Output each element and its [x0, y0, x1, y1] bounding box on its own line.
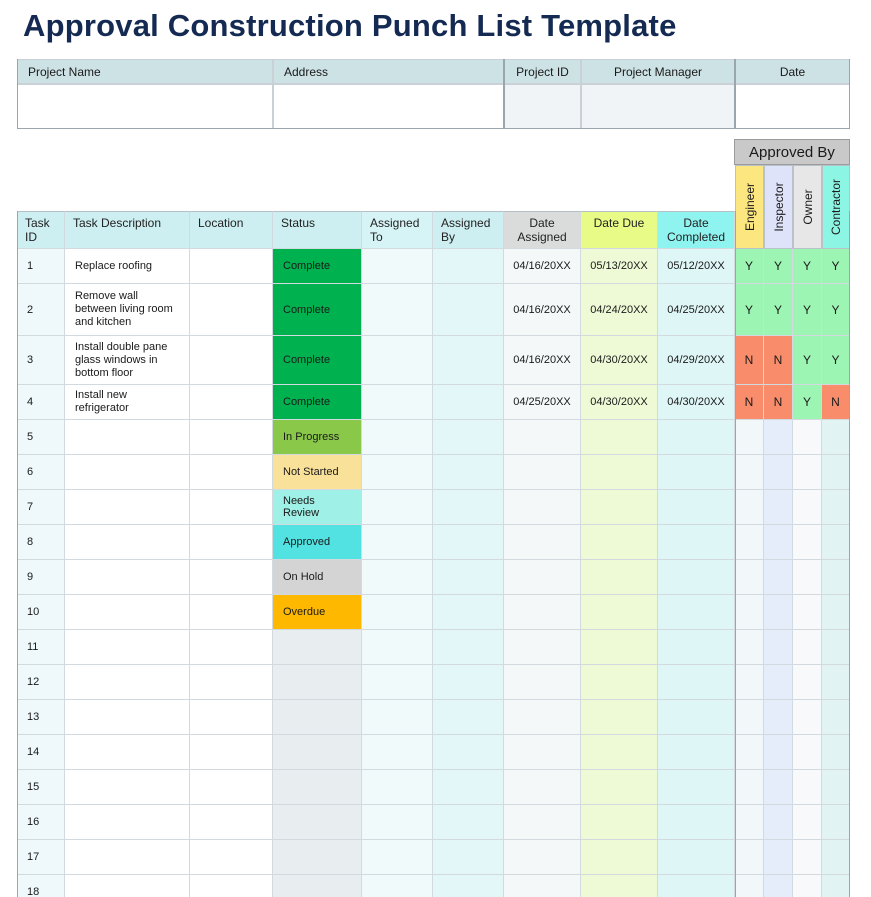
approval-engineer[interactable] [735, 735, 764, 770]
cell-id[interactable]: 17 [17, 840, 65, 875]
approval-owner[interactable] [793, 875, 822, 897]
cell-by[interactable] [433, 525, 504, 560]
cell-id[interactable]: 18 [17, 875, 65, 897]
cell-to[interactable] [362, 875, 433, 897]
approval-contractor[interactable] [822, 560, 850, 595]
approval-owner[interactable] [793, 665, 822, 700]
approval-inspector[interactable]: N [764, 385, 793, 420]
approval-engineer[interactable]: N [735, 385, 764, 420]
cell-completed[interactable] [658, 455, 735, 490]
approval-engineer[interactable] [735, 805, 764, 840]
frame-left [17, 59, 504, 129]
cell-assigned[interactable] [504, 805, 581, 840]
cell-completed[interactable] [658, 875, 735, 897]
cell-status[interactable]: Complete [273, 385, 362, 420]
cell-due[interactable] [581, 665, 658, 700]
project-name-label: Project Name [17, 59, 273, 84]
cell-completed[interactable] [658, 420, 735, 455]
cell-due[interactable] [581, 735, 658, 770]
grid-approval-divider [735, 211, 736, 897]
column-header-completed: Date Completed [658, 211, 735, 249]
approval-inspector[interactable] [764, 665, 793, 700]
cell-completed[interactable] [658, 525, 735, 560]
cell-id[interactable]: 14 [17, 735, 65, 770]
cell-id[interactable]: 5 [17, 420, 65, 455]
column-header-by: Assigned By [433, 211, 504, 249]
approval-contractor[interactable] [822, 805, 850, 840]
approval-inspector[interactable]: N [764, 336, 793, 385]
cell-desc[interactable] [65, 455, 190, 490]
cell-loc[interactable] [190, 735, 273, 770]
approval-contractor[interactable] [822, 700, 850, 735]
cell-assigned[interactable]: 04/16/20XX [504, 336, 581, 385]
cell-due[interactable] [581, 525, 658, 560]
cell-by[interactable] [433, 336, 504, 385]
cell-completed[interactable] [658, 805, 735, 840]
cell-due[interactable] [581, 420, 658, 455]
approval-owner[interactable]: Y [793, 385, 822, 420]
cell-to[interactable] [362, 735, 433, 770]
approval-inspector[interactable] [764, 455, 793, 490]
approval-inspector[interactable] [764, 735, 793, 770]
cell-completed[interactable] [658, 595, 735, 630]
approval-inspector[interactable] [764, 770, 793, 805]
cell-id[interactable]: 9 [17, 560, 65, 595]
cell-to[interactable] [362, 490, 433, 525]
approval-engineer[interactable] [735, 630, 764, 665]
approval-owner[interactable] [793, 630, 822, 665]
cell-completed[interactable]: 04/30/20XX [658, 385, 735, 420]
cell-loc[interactable] [190, 560, 273, 595]
cell-by[interactable] [433, 770, 504, 805]
approval-owner[interactable] [793, 840, 822, 875]
cell-due[interactable]: 04/24/20XX [581, 284, 658, 336]
cell-status[interactable]: Overdue [273, 595, 362, 630]
cell-id[interactable]: 15 [17, 770, 65, 805]
approval-engineer[interactable] [735, 875, 764, 897]
approval-contractor[interactable] [822, 490, 850, 525]
cell-loc[interactable] [190, 525, 273, 560]
approval-inspector[interactable] [764, 840, 793, 875]
project-manager-label: Project Manager [581, 59, 735, 84]
cell-assigned[interactable] [504, 630, 581, 665]
cell-completed[interactable]: 04/29/20XX [658, 336, 735, 385]
approval-owner[interactable] [793, 560, 822, 595]
cell-to[interactable] [362, 840, 433, 875]
approval-engineer[interactable] [735, 665, 764, 700]
cell-desc[interactable] [65, 840, 190, 875]
cell-id[interactable]: 12 [17, 665, 65, 700]
cell-assigned[interactable] [504, 735, 581, 770]
cell-status[interactable]: On Hold [273, 560, 362, 595]
cell-to[interactable] [362, 385, 433, 420]
cell-to[interactable] [362, 455, 433, 490]
grid-right-border [849, 211, 850, 897]
cell-loc[interactable] [190, 770, 273, 805]
approval-engineer[interactable]: Y [735, 249, 764, 284]
cell-status[interactable]: Complete [273, 284, 362, 336]
cell-status[interactable]: Complete [273, 336, 362, 385]
approval-inspector[interactable] [764, 420, 793, 455]
date-label: Date [735, 59, 850, 84]
cell-due[interactable] [581, 770, 658, 805]
role-label: Contractor [829, 178, 843, 236]
approval-contractor[interactable] [822, 875, 850, 897]
cell-by[interactable] [433, 249, 504, 284]
cell-loc[interactable] [190, 875, 273, 897]
cell-by[interactable] [433, 875, 504, 897]
cell-assigned[interactable] [504, 560, 581, 595]
cell-due[interactable]: 04/30/20XX [581, 336, 658, 385]
cell-completed[interactable] [658, 665, 735, 700]
cell-status[interactable] [273, 875, 362, 897]
approval-owner[interactable] [793, 700, 822, 735]
cell-assigned[interactable] [504, 420, 581, 455]
frame-mid [504, 59, 735, 129]
cell-to[interactable] [362, 420, 433, 455]
cell-by[interactable] [433, 284, 504, 336]
cell-assigned[interactable] [504, 840, 581, 875]
cell-completed[interactable] [658, 490, 735, 525]
cell-by[interactable] [433, 455, 504, 490]
approval-engineer[interactable] [735, 770, 764, 805]
cell-to[interactable] [362, 249, 433, 284]
project-info-table [17, 59, 850, 129]
cell-completed[interactable] [658, 840, 735, 875]
cell-completed[interactable] [658, 735, 735, 770]
cell-by[interactable] [433, 420, 504, 455]
cell-status[interactable] [273, 665, 362, 700]
approval-engineer[interactable] [735, 840, 764, 875]
approval-inspector[interactable] [764, 630, 793, 665]
cell-status[interactable]: In Progress [273, 420, 362, 455]
cell-status[interactable] [273, 805, 362, 840]
approval-inspector[interactable]: Y [764, 284, 793, 336]
cell-status[interactable] [273, 630, 362, 665]
cell-loc[interactable] [190, 420, 273, 455]
cell-id[interactable]: 16 [17, 805, 65, 840]
cell-completed[interactable] [658, 560, 735, 595]
approval-contractor[interactable] [822, 630, 850, 665]
cell-to[interactable] [362, 665, 433, 700]
cell-completed[interactable]: 04/25/20XX [658, 284, 735, 336]
cell-to[interactable] [362, 525, 433, 560]
cell-desc[interactable] [65, 630, 190, 665]
cell-id[interactable]: 11 [17, 630, 65, 665]
approval-contractor[interactable]: Y [822, 249, 850, 284]
approval-owner[interactable] [793, 420, 822, 455]
cell-loc[interactable] [190, 490, 273, 525]
column-header-id: Task ID [17, 211, 65, 249]
project-id-label: Project ID [504, 59, 581, 84]
approval-owner[interactable] [793, 595, 822, 630]
approval-owner[interactable] [793, 770, 822, 805]
cell-assigned[interactable] [504, 700, 581, 735]
cell-assigned[interactable] [504, 875, 581, 897]
approval-engineer[interactable] [735, 455, 764, 490]
column-header-assigned: Date Assigned [504, 211, 581, 249]
approval-owner[interactable]: Y [793, 336, 822, 385]
approval-engineer[interactable] [735, 700, 764, 735]
frame-right [735, 59, 850, 129]
cell-desc[interactable] [65, 525, 190, 560]
approval-inspector[interactable] [764, 595, 793, 630]
cell-due[interactable] [581, 805, 658, 840]
approval-contractor[interactable]: Y [822, 284, 850, 336]
approval-contractor[interactable] [822, 665, 850, 700]
cell-due[interactable] [581, 490, 658, 525]
approval-contractor[interactable] [822, 595, 850, 630]
cell-desc[interactable]: Replace roofing [65, 249, 190, 284]
cell-due[interactable]: 05/13/20XX [581, 249, 658, 284]
cell-loc[interactable] [190, 700, 273, 735]
cell-desc[interactable] [65, 560, 190, 595]
role-label: Owner [800, 189, 815, 225]
cell-desc[interactable] [65, 665, 190, 700]
cell-completed[interactable] [658, 770, 735, 805]
role-label: Engineer [742, 182, 757, 232]
cell-loc[interactable] [190, 630, 273, 665]
cell-by[interactable] [433, 490, 504, 525]
approval-contractor[interactable] [822, 840, 850, 875]
cell-due[interactable] [581, 840, 658, 875]
cell-desc[interactable] [65, 875, 190, 897]
column-header-desc: Task Description [65, 211, 190, 249]
cell-by[interactable] [433, 805, 504, 840]
cell-id[interactable]: 3 [17, 336, 65, 385]
cell-to[interactable] [362, 284, 433, 336]
approval-engineer[interactable] [735, 490, 764, 525]
cell-due[interactable] [581, 560, 658, 595]
cell-desc[interactable]: Install double pane glass windows in bottom floor [65, 336, 190, 385]
column-header-due: Date Due [581, 211, 658, 249]
approval-inspector[interactable] [764, 560, 793, 595]
cell-to[interactable] [362, 805, 433, 840]
cell-id[interactable]: 7 [17, 490, 65, 525]
punch-list-table [17, 211, 850, 897]
cell-id[interactable]: 13 [17, 700, 65, 735]
cell-desc[interactable] [65, 735, 190, 770]
cell-assigned[interactable] [504, 770, 581, 805]
cell-by[interactable] [433, 665, 504, 700]
approval-contractor[interactable] [822, 455, 850, 490]
cell-due[interactable] [581, 875, 658, 897]
cell-to[interactable] [362, 336, 433, 385]
cell-loc[interactable] [190, 249, 273, 284]
cell-by[interactable] [433, 595, 504, 630]
cell-desc[interactable] [65, 770, 190, 805]
cell-id[interactable]: 1 [17, 249, 65, 284]
approval-engineer[interactable] [735, 560, 764, 595]
cell-desc[interactable] [65, 490, 190, 525]
cell-id[interactable]: 6 [17, 455, 65, 490]
cell-to[interactable] [362, 630, 433, 665]
cell-by[interactable] [433, 630, 504, 665]
cell-assigned[interactable] [504, 455, 581, 490]
cell-desc[interactable] [65, 805, 190, 840]
approval-owner[interactable]: Y [793, 284, 822, 336]
cell-to[interactable] [362, 700, 433, 735]
cell-loc[interactable] [190, 805, 273, 840]
approval-inspector[interactable] [764, 525, 793, 560]
cell-by[interactable] [433, 385, 504, 420]
approval-inspector[interactable] [764, 700, 793, 735]
cell-loc[interactable] [190, 284, 273, 336]
approval-owner[interactable] [793, 525, 822, 560]
approval-contractor[interactable] [822, 420, 850, 455]
cell-status[interactable] [273, 840, 362, 875]
cell-completed[interactable] [658, 700, 735, 735]
cell-loc[interactable] [190, 455, 273, 490]
cell-assigned[interactable]: 04/16/20XX [504, 284, 581, 336]
approval-engineer[interactable]: Y [735, 284, 764, 336]
approval-contractor[interactable]: Y [822, 336, 850, 385]
cell-to[interactable] [362, 770, 433, 805]
approval-owner[interactable] [793, 735, 822, 770]
column-header-to: Assigned To [362, 211, 433, 249]
cell-loc[interactable] [190, 595, 273, 630]
cell-due[interactable] [581, 455, 658, 490]
cell-status[interactable] [273, 770, 362, 805]
cell-id[interactable]: 10 [17, 595, 65, 630]
cell-id[interactable]: 4 [17, 385, 65, 420]
cell-due[interactable] [581, 595, 658, 630]
approval-contractor[interactable] [822, 735, 850, 770]
cell-status[interactable]: Approved [273, 525, 362, 560]
approval-owner[interactable] [793, 490, 822, 525]
cell-loc[interactable] [190, 385, 273, 420]
approval-owner[interactable] [793, 805, 822, 840]
cell-desc[interactable]: Remove wall between living room and kitchen [65, 284, 190, 336]
cell-by[interactable] [433, 840, 504, 875]
approval-contractor[interactable] [822, 525, 850, 560]
cell-status[interactable] [273, 700, 362, 735]
approved-by-title: Approved By [734, 139, 850, 165]
cell-by[interactable] [433, 560, 504, 595]
cell-due[interactable]: 04/30/20XX [581, 385, 658, 420]
approval-engineer[interactable]: N [735, 336, 764, 385]
cell-to[interactable] [362, 595, 433, 630]
column-header-loc: Location [190, 211, 273, 249]
cell-completed[interactable] [658, 630, 735, 665]
cell-loc[interactable] [190, 840, 273, 875]
approval-owner[interactable] [793, 455, 822, 490]
approval-inspector[interactable] [764, 805, 793, 840]
cell-assigned[interactable] [504, 525, 581, 560]
approval-engineer[interactable] [735, 420, 764, 455]
cell-by[interactable] [433, 735, 504, 770]
approval-contractor[interactable]: N [822, 385, 850, 420]
cell-assigned[interactable]: 04/25/20XX [504, 385, 581, 420]
cell-desc[interactable]: Install new refrigerator [65, 385, 190, 420]
cell-id[interactable]: 8 [17, 525, 65, 560]
approval-engineer[interactable] [735, 595, 764, 630]
cell-completed[interactable]: 05/12/20XX [658, 249, 735, 284]
grid-left-border [17, 211, 18, 897]
cell-assigned[interactable] [504, 595, 581, 630]
cell-status[interactable]: Not Started [273, 455, 362, 490]
approval-inspector[interactable] [764, 490, 793, 525]
cell-loc[interactable] [190, 665, 273, 700]
cell-due[interactable] [581, 700, 658, 735]
column-header-status: Status [273, 211, 362, 249]
cell-id[interactable]: 2 [17, 284, 65, 336]
cell-status[interactable]: Complete [273, 249, 362, 284]
cell-assigned[interactable] [504, 665, 581, 700]
cell-assigned[interactable]: 04/16/20XX [504, 249, 581, 284]
address-label: Address [273, 59, 504, 84]
approval-contractor[interactable] [822, 770, 850, 805]
cell-by[interactable] [433, 700, 504, 735]
cell-to[interactable] [362, 560, 433, 595]
cell-status[interactable]: Needs Review [273, 490, 362, 525]
cell-desc[interactable] [65, 700, 190, 735]
cell-loc[interactable] [190, 336, 273, 385]
approval-inspector[interactable]: Y [764, 249, 793, 284]
role-label: Inspector [771, 182, 786, 232]
cell-desc[interactable] [65, 420, 190, 455]
approval-engineer[interactable] [735, 525, 764, 560]
cell-status[interactable] [273, 735, 362, 770]
approval-inspector[interactable] [764, 875, 793, 897]
cell-due[interactable] [581, 630, 658, 665]
approval-owner[interactable]: Y [793, 249, 822, 284]
cell-assigned[interactable] [504, 490, 581, 525]
page-title: Approval Construction Punch List Template [23, 8, 677, 43]
cell-desc[interactable] [65, 595, 190, 630]
